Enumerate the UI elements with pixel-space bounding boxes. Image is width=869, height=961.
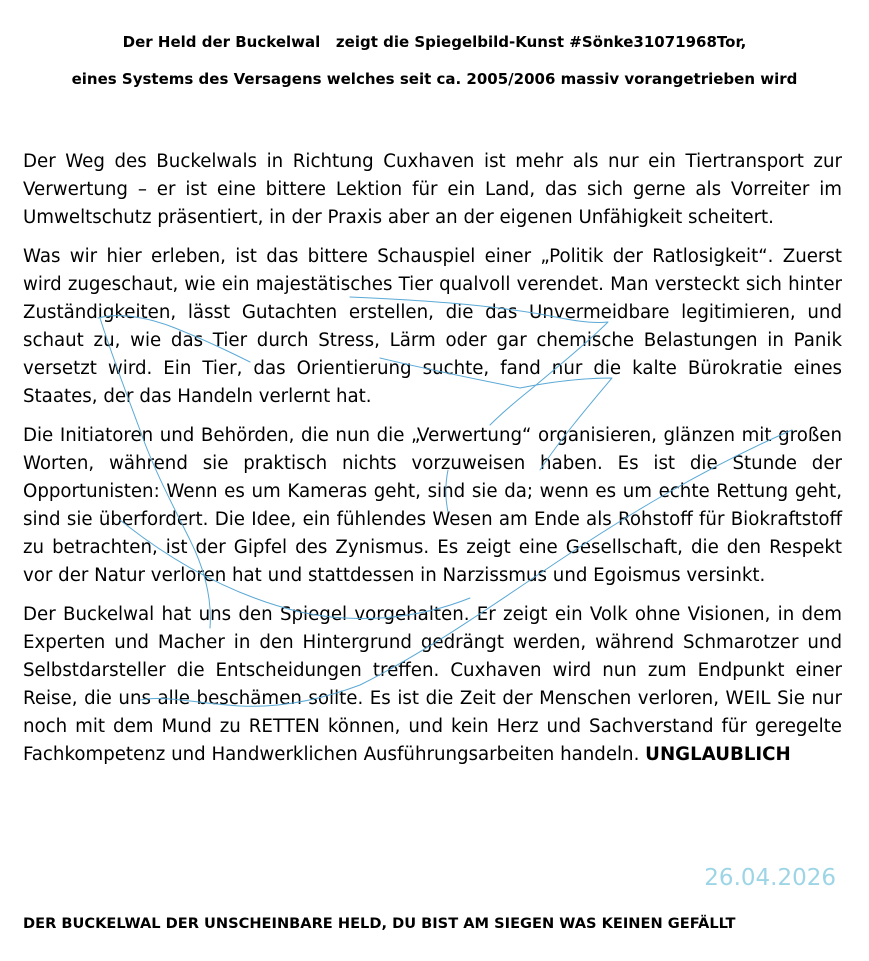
header-line-2: eines Systems des Versagens welches seit ca. 2005/2006 massiv vorangetrieben wird (71, 70, 798, 88)
paragraph-3: Die Initiatoren und Behörden, die nun die „Verwertung“ organisieren, glänzen mit großen Worten, während sie praktisch nichts vorzuweisen haben. Es ist die Stunde der Opportunisten: Wenn es um Kameras geht, sind sie da; wenn es um echte Rettung geht, sind sie überfordert. Die Idee, ein fühlendes Wesen am Ende als Rohstoff für Biokraftstoff zu betrachten, ist der Gipfel des Zynismus. Es zeigt eine Gesellschaft, die den Respekt vor der Natur verloren hat und stattdessen in Narzissmus und Egoismus versinkt. (23, 425, 842, 586)
footer-slogan: DER BUCKELWAL DER UNSCHEINBARE HELD, DU BIST AM SIEGEN WAS KEINEN GEFÄLLT (23, 915, 736, 932)
paragraph-4 (23, 601, 842, 769)
paragraph-2: Was wir hier erleben, ist das bittere Schauspiel einer „Politik der Ratlosigkeit“. Zuerst wird zugeschaut, wie ein majestätisches Tier qualvoll verendet. Man versteckt sich hinter Zuständigkeiten, lässt Gutachten erstellen, die das Unvermeidbare legitimieren, und schaut zu, wie das Tier durch Stress, Lärm oder gar chemische Belastungen in Panik versetzt wird. Ein Tier, das Orientierung suchte, fand nur die kalte Bürokratie eines Staates, der das Handeln verlernt hat. (23, 246, 842, 407)
paragraph-1: Der Weg des Buckelwals in Richtung Cuxhaven ist mehr als nur ein Tiertransport zur Verwertung – er ist eine bittere Lektion für ein Land, das sich gerne als Vorreiter im Umweltschutz präsentiert, in der Praxis aber an der eigenen Unfähigkeit scheitert. (23, 151, 842, 228)
article-body (23, 148, 842, 780)
paragraph-4-text: Der Buckelwal hat uns den Spiegel vorgehalten. Er zeigt ein Volk ohne Visionen, in dem Experten und Macher in den Hintergrund gedrängt werden, während Schmarotzer und Selbstdarsteller die Entscheidungen treffen. Cuxhaven wird nun zum Endpunkt einer Reise, die uns alle beschämen sollte. Es ist die Zeit der Menschen verloren, WEIL Sie nur noch mit dem Mund zu RETTEN können, und kein Herz und Sachverstand für geregelte Fachkompetenz und Handwerklichen Ausführungsarbeiten handeln. (23, 604, 842, 765)
header-line-1: Der Held der Buckelwal zeigt die Spiegelbild-Kunst #Sönke31071968Tor, (122, 33, 747, 51)
date-stamp: 26.04.2026 (704, 865, 836, 891)
emphasis-unglaublich: UNGLAUBLICH (645, 744, 791, 765)
